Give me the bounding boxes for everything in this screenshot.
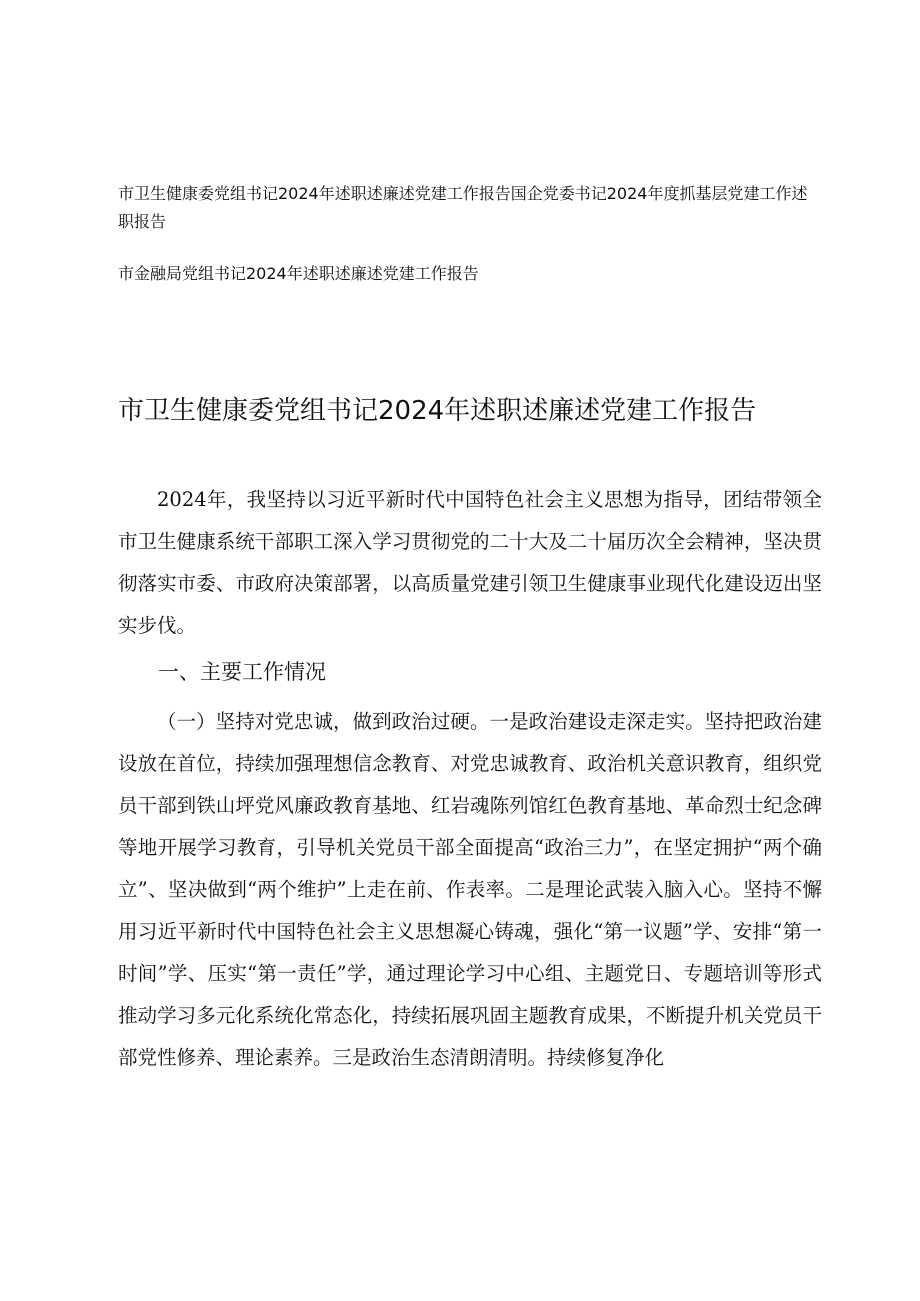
section-heading: 一、主要工作情况 bbox=[158, 660, 326, 684]
contents-list bbox=[118, 180, 818, 312]
document-title: 市卫生健康委党组书记2024年述职述廉述党建工作报告 bbox=[118, 396, 757, 426]
intro-paragraph: 2024年，我坚持以习近平新时代中国特色社会主义思想为指导，团结带领全市卫生健康系统干部职工深入学习贯彻党的二十大及二十届历次全会精神，坚决贯彻落实市委、市政府决策部署，以高质量党建引领卫生健康事业现代化建设迈出坚实步伐。 bbox=[118, 488, 822, 637]
section-paragraph: （一）坚持对党忠诚，做到政治过硬。一是政治建设走深走实。坚持把政治建设放在首位，持续加强理想信念教育、对党忠诚教育、政治机关意识教育，组织党员干部到铁山坪党风廉政教育基地、红岩魂陈列馆红色教育基地、革命烈士纪念碑等地开展学习教育，引导机关党员干部全面提高“政治三力”，在坚定拥护“两个确立”、坚决做到“两个维护”上走在前、作表率。二是理论武装入脑入心。坚持不懈用习近平新时代中国特色社会主义思想凝心铸魂，强化“第一议题”学、安排“第一时间”学、压实“第一责任”学，通过理论学习中心组、主题党日、专题培训等形式推动学习多元化系统化常态化，持续拓展巩固主题教育成果，不断提升机关党员干部党性修养、理论素养。三是政治生态清朗清明。持续修复净化 bbox=[118, 710, 822, 1069]
contents-item-2: 市金融局党组书记2024年述职述廉述党建工作报告 bbox=[118, 264, 479, 283]
contents-item-1: 市卫生健康委党组书记2024年述职述廉述党建工作报告国企党委书记2024年度抓基层党建工作述职报告 bbox=[118, 184, 808, 231]
